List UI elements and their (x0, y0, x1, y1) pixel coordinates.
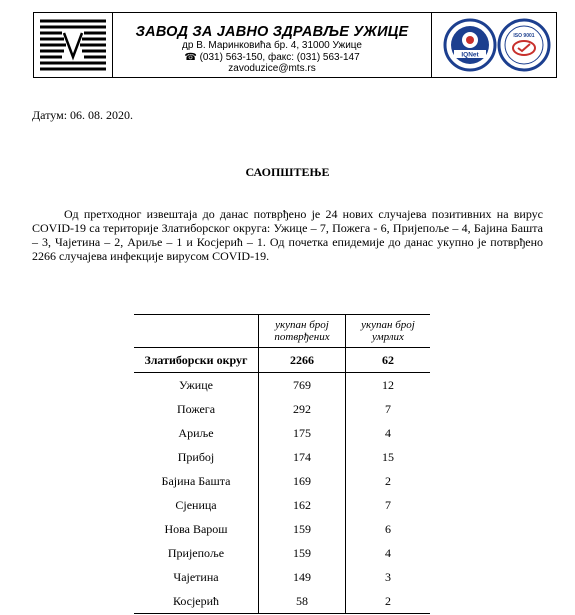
table-row: Ужице 769 12 (134, 373, 430, 398)
table-row: Нова Варош 159 6 (134, 517, 430, 541)
institute-logo (34, 13, 113, 77)
table-row: Ариље 175 4 (134, 421, 430, 445)
table-row: Пожега 292 7 (134, 397, 430, 421)
table-row: Бајина Башта 169 2 (134, 469, 430, 493)
svg-text:IQNet: IQNet (461, 51, 479, 59)
table-row: Чајетина 149 3 (134, 565, 430, 589)
institution-email: zavoduzice@mts.rs (228, 63, 316, 74)
table-row-total: Златиборски округ 2266 62 (134, 348, 430, 373)
table-row: Прибој 174 15 (134, 445, 430, 469)
table-row: Сјеница 162 7 (134, 493, 430, 517)
institution-address: др В. Маринковића бр. 4, 31000 Ужице (182, 40, 362, 51)
document-title: САОПШТЕЊЕ (245, 165, 330, 179)
iqnet-logo-icon (445, 20, 495, 70)
institution-header (113, 13, 431, 77)
table-header-row (134, 315, 430, 348)
header-deaths: укупан број умрлих (361, 319, 415, 343)
table-row: Пријепоље 159 4 (134, 541, 430, 565)
iso-certification-logo-icon (499, 20, 549, 70)
letterhead (33, 12, 557, 78)
covid-statistics-table (134, 314, 430, 614)
svg-text:ISO 9001: ISO 9001 (513, 33, 535, 39)
table-row: Косјерић 58 2 (134, 589, 430, 614)
document-date: Датум: 06. 08. 2020. (32, 108, 134, 122)
institution-name: ЗАВОД ЗА ЈАВНО ЗДРАВЉЕ УЖИЦЕ (135, 24, 409, 40)
header-confirmed: укупан број потврђених (259, 315, 346, 348)
announcement-paragraph: Од претходног извештаја до данас потврђено је 24 нових случајева позитивних на вирус COVID-19 са територије Златиборског округа: Ужице – 7, Пожега - 6, Пријепоље – 4, Бајина Башта – 3, Чајетина – 2, Ариље – 1 и Косјерић – 1. Од почетка епидемије до данас укупно је потврђено 2266 случајева инфекције вирусом COVID-19. (32, 207, 543, 263)
announcement-body (32, 207, 543, 263)
certification-logos (431, 13, 557, 77)
institution-phone: ☎ (031) 563-150, факс: (031) 563-147 (184, 51, 360, 63)
header-district (134, 315, 259, 348)
